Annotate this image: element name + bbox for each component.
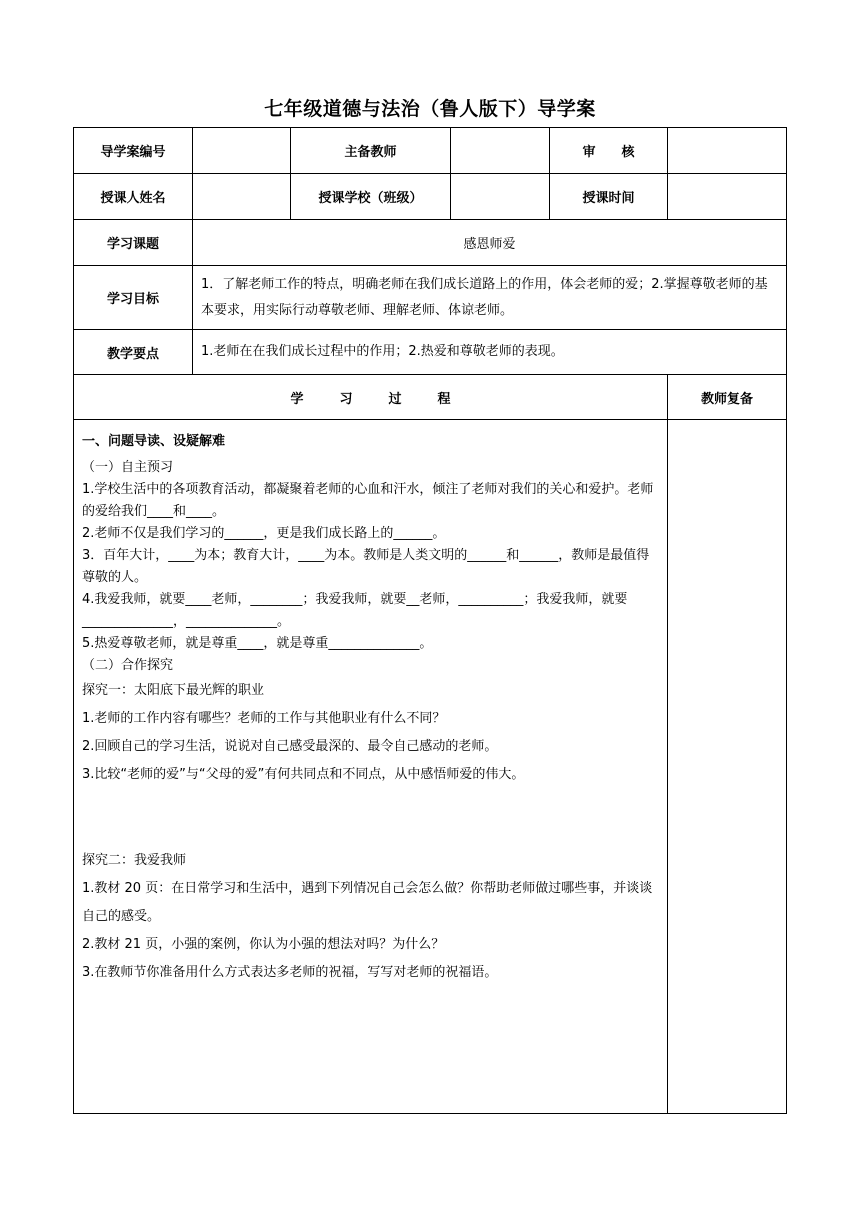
explore-item: 3.在教师节你准备用什么方式表达多老师的祝福，写写对老师的祝福语。: [82, 965, 498, 980]
process-content: [74, 420, 668, 1114]
class-time-value[interactable]: [668, 174, 787, 220]
header-row-2: [74, 174, 787, 220]
subsection-heading: （一）自主预习: [82, 460, 174, 475]
preview-item: 5.热爱尊敬老师，就是尊重____，就是尊重______________。: [82, 636, 433, 651]
guide-number-label: 导学案编号: [74, 128, 193, 174]
explore-item: 1.老师的工作内容有哪些？老师的工作与其他职业有什么不同？: [82, 711, 446, 726]
process-content-row: [74, 420, 787, 1114]
review-label: 审 核: [550, 128, 668, 174]
process-heading: [74, 375, 668, 420]
explore-item: 2.回顾自己的学习生活，说说对自己感受最深的、最令自己感动的老师。: [82, 739, 498, 754]
school-class-value[interactable]: [451, 174, 550, 220]
teacher-name-label: 授课人姓名: [74, 174, 193, 220]
explore-title: 探究一：太阳底下最光辉的职业: [82, 683, 265, 698]
section-heading: 一、问题导读、设疑解难: [82, 434, 226, 449]
explore-title: 探究二：我爱我师: [82, 853, 187, 868]
teacher-prep-area[interactable]: [668, 420, 787, 1114]
topic-row: [74, 220, 787, 266]
process-heading-char: 程: [437, 391, 451, 407]
spacer: [82, 789, 659, 847]
explore-item: 1.教材 20 页：在日常学习和生活中，遇到下列情况自己会怎么做？你帮助老师做过哪些事，并谈谈自己的感受。: [82, 881, 653, 924]
preview-item: 4.我爱我师，就要____老师，________；我爱我师，就要__老师，__________；我爱我师，就要______________，______________。: [82, 592, 628, 629]
preview-item: 3．百年大计，____为本；教育大计，____为本。教师是人类文明的______和______，教师是最值得尊敬的人。: [82, 548, 650, 585]
process-header-row: [74, 375, 787, 420]
process-heading-char: 过: [388, 391, 402, 407]
lead-teacher-label: 主备教师: [291, 128, 451, 174]
process-heading-char: 习: [339, 391, 353, 407]
goals-value: 1．了解老师工作的特点，明确老师在我们成长道路上的作用，体会老师的爱；2.掌握尊敬老师的基本要求，用实际行动尊敬老师、理解老师、体谅老师。: [193, 266, 787, 330]
header-row-1: [74, 128, 787, 174]
process-heading-char: 学: [290, 391, 304, 407]
key-points-row: [74, 330, 787, 375]
class-time-label: 授课时间: [550, 174, 668, 220]
topic-label: 学习课题: [74, 220, 193, 266]
key-points-value: 1.老师在在我们成长过程中的作用；2.热爱和尊敬老师的表现。: [193, 330, 787, 375]
key-points-label: 教学要点: [74, 330, 193, 375]
lead-teacher-value[interactable]: [451, 128, 550, 174]
guide-number-value[interactable]: [193, 128, 291, 174]
school-class-label: 授课学校（班级）: [291, 174, 451, 220]
explore-item: 3.比较“老师的爱”与“父母的爱”有何共同点和不同点，从中感悟师爱的伟大。: [82, 767, 525, 782]
goals-label: 学习目标: [74, 266, 193, 330]
subsection-heading: （二）合作探究: [82, 658, 174, 673]
preview-item: 1.学校生活中的各项教育活动，都凝聚着老师的心血和汗水，倾注了老师对我们的关心和爱护。老师的爱给我们____和____。: [82, 482, 654, 519]
page-title: 七年级道德与法治（鲁人版下）导学案: [264, 98, 596, 120]
study-guide-table: [73, 127, 787, 1114]
explore-item: 2.教材 21 页，小强的案例，你认为小强的想法对吗？为什么？: [82, 937, 445, 952]
teacher-prep-label: 教师复备: [668, 375, 787, 420]
topic-value: 感恩师爱: [193, 220, 787, 266]
preview-item: 2.老师不仅是我们学习的______，更是我们成长路上的______。: [82, 526, 446, 541]
teacher-name-value[interactable]: [193, 174, 291, 220]
review-value[interactable]: [668, 128, 787, 174]
goals-row: [74, 266, 787, 330]
